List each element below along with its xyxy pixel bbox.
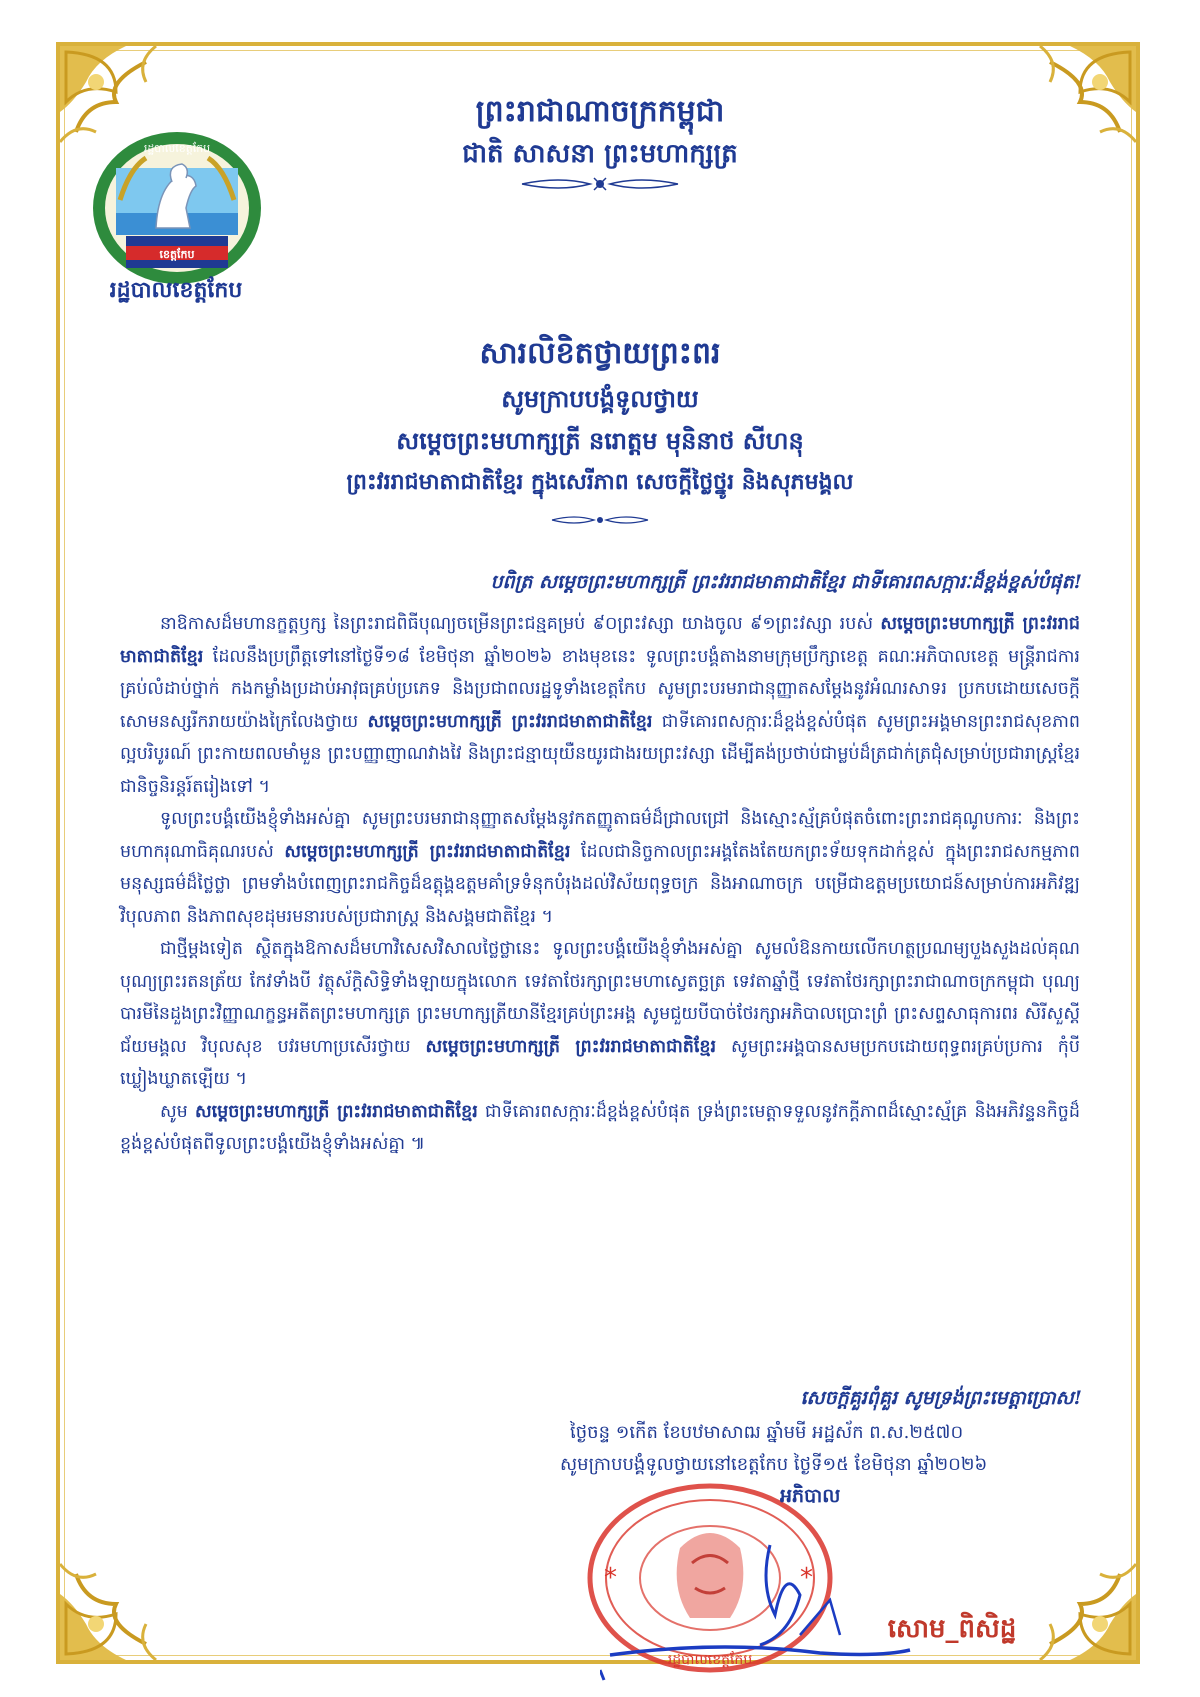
paragraph xyxy=(120,803,1080,933)
issuing-office: រដ្ឋបាលខេត្តកែប xyxy=(109,277,243,303)
emphasis-text: សម្តេចព្រះមហាក្សត្រី ព្រះវររាជមាតាជាតិខ្មែរ xyxy=(367,711,653,732)
letter-body xyxy=(120,608,1080,1161)
paragraph xyxy=(120,933,1080,1096)
closing-phrase: សេចក្តីគួរពុំគួរ សូមទ្រង់ព្រះមេត្តាប្រោស! xyxy=(800,1387,1082,1409)
salutation: បពិត្រ សម្តេចព្រះមហាក្សត្រី ព្រះវររាជមាតាជាតិខ្មែរ ជាទីគោរពសក្ការៈដ៏ខ្ពង់ខ្ពស់បំផុត! xyxy=(490,571,1082,593)
seal-text: រដ្ឋបាលខេត្តកែប xyxy=(667,1652,753,1668)
emphasis-text: សម្តេចព្រះមហាក្សត្រី ព្រះវររាជមាតាជាតិខ្មែរ xyxy=(284,841,571,862)
kingdom-title: ព្រះរាជាណាចក្រកម្ពុជា xyxy=(475,94,725,129)
addressee-name: សម្តេចព្រះមហាក្សត្រី នរោត្តម មុនិនាថ សីហនុ xyxy=(396,426,804,455)
addressee-intro: សូមក្រាបបង្គំទូលថ្វាយ xyxy=(501,384,699,413)
addressee-title: ព្រះវររាជមាតាជាតិខ្មែរ ក្នុងសេរីភាព សេចក្តីថ្លៃថ្នូរ និងសុភមង្គល xyxy=(346,469,854,495)
paragraph-text: ដែលនឹងប្រព្រឹត្តទៅនៅថ្ងៃទី១៨ ខែមិថុនា ឆ្នាំ២០២៦ ខាងមុខនេះ ទូលព្រះបង្គំតាងនាមក្រុមប្រឹក្សាខេត្ត គណៈអភិបាលខេត្ត មន្ត្រីរាជការគ្រប់លំដាប់ថ្នាក់ កងកម្លាំងប្រដាប់អាវុធគ្រប់ប្រភេទ និងប្រជាពលរដ្ឋទូទាំងខេត្តកែប សូមព្រះបរមរាជានុញ្ញាតសម្តែងនូវអំណរសាទរ ប្រកបដោយសេចក្តីសោមនស្សរីករាយយ៉ាងក្រៃលែងថ្វាយ xyxy=(120,646,1080,732)
paragraph-text: ជាទីគោរពសក្ការៈដ៏ខ្ពង់ខ្ពស់បំផុត សូមព្រះអង្គមានព្រះរាជសុខភាពល្អបរិបូរណ៍ ព្រះកាយពលមាំមួន ព្រះបញ្ញាញាណវាងវៃ និងព្រះជន្មាយុយឺនយូរជាងរយព្រះវស្សា ដើម្បីគង់ប្រថាប់ជាម្លប់ដ៏ត្រជាក់ត្រជុំសម្រាប់ប្រជារាស្ត្រខ្មែរ ជានិច្ចនិរន្តរ៍តរៀងទៅ ។ xyxy=(120,711,1080,797)
logo-top-text: រដ្ឋបាលខេត្តកែប xyxy=(143,142,211,155)
national-motto: ជាតិ សាសនា ព្រះមហាក្សត្រ xyxy=(462,139,738,169)
corner-ornament-icon xyxy=(56,1514,206,1664)
svg-text:*: * xyxy=(800,1563,813,1593)
paragraph-text: សូមព្រះអង្គបានសមប្រកបដោយពុទ្ធពរគ្រប់ប្រការ កុំបីឃ្លៀងឃ្លាតឡើយ ។ xyxy=(120,1036,1081,1089)
logo-ribbon-text: ខេត្តកែប xyxy=(159,248,195,261)
letter-title: សារលិខិតថ្វាយព្រះពរ xyxy=(479,336,721,371)
paragraph-text: ដែលជានិច្ចកាលព្រះអង្គតែងតែយកព្រះទ័យទុកដាក់ខ្ពស់ ក្នុងព្រះរាជសកម្មភាពមនុស្សធម៌ដ៏ថ្លៃថ្លា ព្រមទាំងបំពេញព្រះរាជកិច្ចដ៏ឧត្តុង្គឧត្តមគាំទ្រទំនុកបំរុងដល់វិស័យពុទ្ធចក្រ និងអាណាចក្រ បម្រើជាឧត្តមប្រយោជន៍សម្រាប់ការអភិវឌ្ឍ វិបុលភាព និងភាពសុខដុមរមនារបស់ប្រជារាស្ត្រ និងសង្គមជាតិខ្មែរ ។ xyxy=(120,841,1080,927)
paragraph xyxy=(120,608,1080,803)
kep-province-logo xyxy=(86,128,268,288)
paragraph-text: ជាថ្មីម្តងទៀត ស្ថិតក្នុងឱកាសដ៏មហាវិសេសវិសាលថ្លៃថ្លានេះ ទូលព្រះបង្គំយើងខ្ញុំទាំងអស់គ្នា សូមលំឱនកាយលើកហត្ថប្រណម្យបួងសួងដល់គុណបុណ្យព្រះរតនត្រ័យ កែវទាំងបី វត្ថុស័ក្តិសិទ្ធិទាំងឡាយក្នុងលោក ទេវតាថែរក្សាព្រះមហាស្វេតច្ឆត្រ ទេវតាឆ្នាំថ្មី ទេវតាថែរក្សាព្រះរាជាណាចក្រកម្ពុជា បុណ្យបារមីនៃដួងព្រះវិញ្ញាណក្ខន្ធអតីតព្រះមហាក្សត្រ ព្រះមហាក្សត្រីយានីខ្មែរគ្រប់ព្រះអង្គ សូមជួយបីបាច់ថែរក្សាអភិបាលប្រោះព្រំ ព្រះសព្ទសាធុការពរ សិរីសួស្តី ជ័យមង្គល វិបុលសុខ បវរមហាប្រសើរថ្វាយ xyxy=(120,939,1080,1057)
paragraph-text: ទូលព្រះបង្គំយើងខ្ញុំទាំងអស់គ្នា សូមព្រះបរមរាជានុញ្ញាតសម្តែងនូវកតញ្ញូតាធម៌ដ៏ជ្រាលជ្រៅ និងស្មោះស្ម័គ្របំផុតចំពោះព្រះរាជគុណូបការៈ និងព្រះមហាករុណាធិគុណរបស់ xyxy=(120,809,1080,862)
emphasis-text: សម្តេចព្រះមហាក្សត្រី ព្រះវររាជមាតាជាតិខ្មែរ xyxy=(120,614,1081,667)
paragraph-text: សូម xyxy=(160,1101,195,1122)
emphasis-text: សម្តេចព្រះមហាក្សត្រី ព្រះវររាជមាតាជាតិខ្មែរ xyxy=(425,1036,717,1057)
divider-ornament-icon xyxy=(520,174,680,194)
paragraph-text: ជាទីគោរពសក្ការៈដ៏ខ្ពង់ខ្ពស់បំផុត ទ្រង់ព្រះមេត្តាទទួលនូវកក្តីភាពដ៏ស្មោះស្ម័គ្រ និងអភិវន្ទនកិច្ចដ៏ខ្ពង់ខ្ពស់បំផុតពីទូលព្រះបង្គំយើងខ្ញុំទាំងអស់គ្នា ៕ xyxy=(120,1101,1081,1154)
letter-titles xyxy=(0,330,1200,528)
paragraph-text: នាឱកាសដ៏មហានក្ខត្តឫក្ស នៃព្រះរាជពិធីបុណ្យចម្រើនព្រះជន្មគម្រប់ ៩០ព្រះវស្សា យាងចូល ៩១ព្រះវស្សា របស់ xyxy=(160,614,881,634)
emphasis-text: សម្តេចព្រះមហាក្សត្រី ព្រះវររាជមាតាជាតិខ្មែរ xyxy=(194,1101,478,1122)
handwritten-signature xyxy=(600,1505,920,1685)
paragraph xyxy=(120,1096,1080,1161)
signer-name: សោម_ពិសិដ្ឋ xyxy=(887,1614,1017,1644)
lunar-date: ថ្ងៃចន្ទ ១កើត ខែបឋមាសាឍ ឆ្នាំមមី អដ្ឋស័ក ព.ស.២៥៧០ xyxy=(570,1422,964,1443)
divider-ornament-icon xyxy=(550,512,650,528)
signer-role: អភិបាល xyxy=(780,1485,841,1507)
svg-text:*: * xyxy=(604,1563,617,1593)
solar-date: សូមក្រាបបង្គំទូលថ្វាយនៅខេត្តកែប ថ្ងៃទី១៥ ខែមិថុនា ឆ្នាំ២០២៦ xyxy=(560,1454,988,1475)
